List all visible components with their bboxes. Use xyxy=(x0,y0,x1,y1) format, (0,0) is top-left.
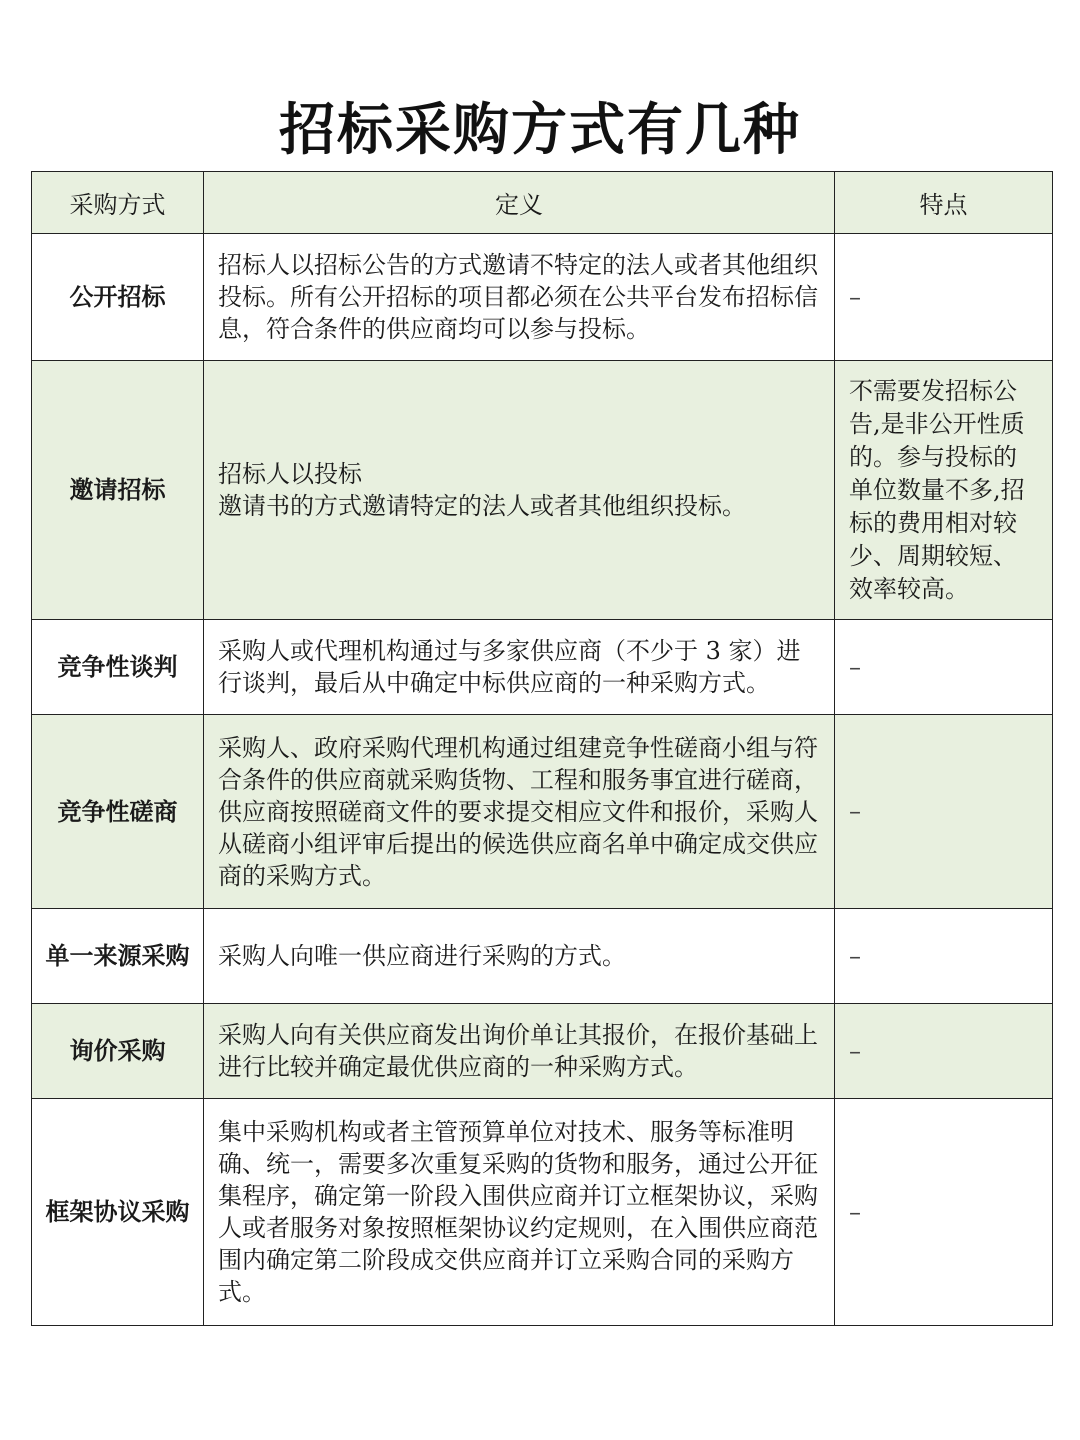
method-cell: 竞争性磋商 xyxy=(32,715,204,909)
header-feature: 特点 xyxy=(835,172,1053,234)
header-method: 采购方式 xyxy=(32,172,204,234)
method-cell: 邀请招标 xyxy=(32,361,204,620)
header-definition: 定义 xyxy=(204,172,835,234)
table-header-row xyxy=(32,172,1053,234)
table-row xyxy=(32,909,1053,1004)
definition-cell: 采购人向有关供应商发出询价单让其报价，在报价基础上进行比较并确定最优供应商的一种采购方式。 xyxy=(204,1004,835,1099)
feature-cell: – xyxy=(835,1099,1053,1326)
table-row xyxy=(32,715,1053,909)
procurement-table xyxy=(31,171,1053,1326)
page-title: 招标采购方式有几种 xyxy=(279,97,801,163)
method-cell: 框架协议采购 xyxy=(32,1099,204,1326)
feature-cell: – xyxy=(835,715,1053,909)
definition-cell: 采购人向唯一供应商进行采购的方式。 xyxy=(204,909,835,1004)
definition-cell: 采购人或代理机构通过与多家供应商（不少于 3 家）进行谈判，最后从中确定中标供应商的一种采购方式。 xyxy=(204,620,835,715)
table-row xyxy=(32,620,1053,715)
feature-cell: – xyxy=(835,234,1053,361)
method-cell: 公开招标 xyxy=(32,234,204,361)
table-row xyxy=(32,1099,1053,1326)
feature-cell: 不需要发招标公告,是非公开性质的。参与投标的单位数量不多,招标的费用相对较少、周期较短、效率较高。 xyxy=(835,361,1053,620)
definition-cell: 采购人、政府采购代理机构通过组建竞争性磋商小组与符合条件的供应商就采购货物、工程和服务事宜进行磋商，供应商按照磋商文件的要求提交相应文件和报价，采购人从磋商小组评审后提出的候选供应商名单中确定成交供应商的采购方式。 xyxy=(204,715,835,909)
table-row xyxy=(32,361,1053,620)
table-row xyxy=(32,234,1053,361)
method-cell: 询价采购 xyxy=(32,1004,204,1099)
method-cell: 竞争性谈判 xyxy=(32,620,204,715)
definition-cell: 招标人以招标公告的方式邀请不特定的法人或者其他组织投标。所有公开招标的项目都必须在公共平台发布招标信息，符合条件的供应商均可以参与投标。 xyxy=(204,234,835,361)
feature-cell: – xyxy=(835,909,1053,1004)
method-cell: 单一来源采购 xyxy=(32,909,204,1004)
feature-cell: – xyxy=(835,620,1053,715)
table-row xyxy=(32,1004,1053,1099)
definition-cell: 招标人以投标 邀请书的方式邀请特定的法人或者其他组织投标。 xyxy=(204,361,835,620)
feature-cell: – xyxy=(835,1004,1053,1099)
definition-cell: 集中采购机构或者主管预算单位对技术、服务等标准明确、统一，需要多次重复采购的货物和服务，通过公开征集程序，确定第一阶段入围供应商并订立框架协议，采购人或者服务对象按照框架协议约定规则，在入围供应商范围内确定第二阶段成交供应商并订立采购合同的采购方式。 xyxy=(204,1099,835,1326)
